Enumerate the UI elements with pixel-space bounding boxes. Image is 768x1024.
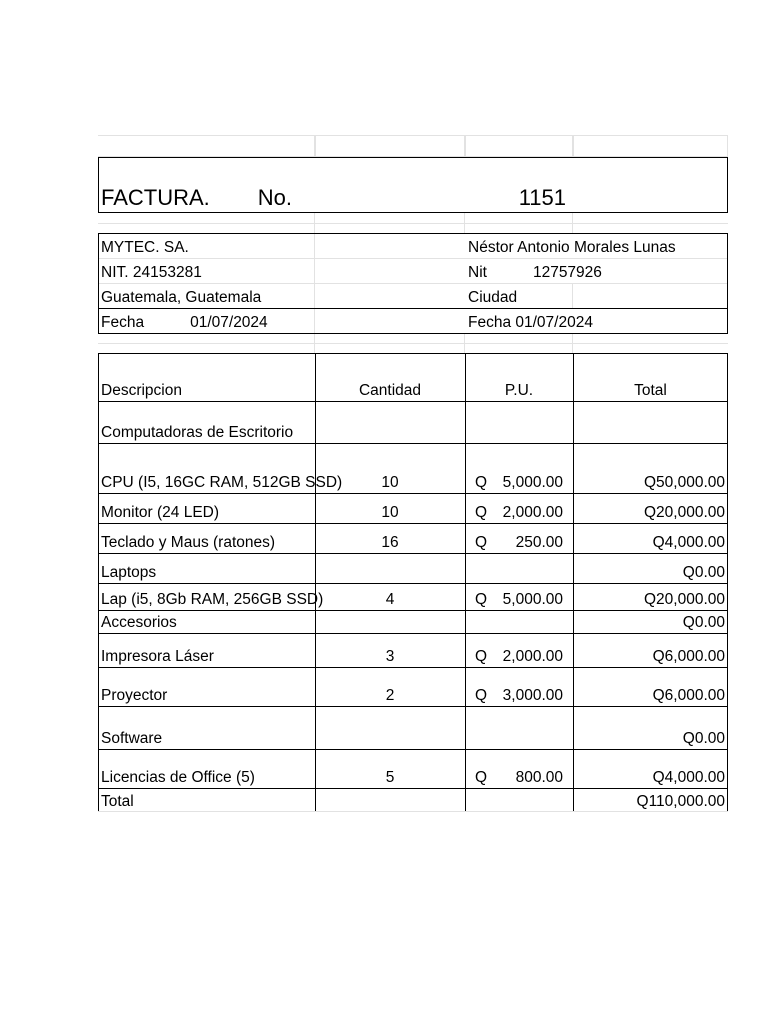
item-description: Computadoras de Escritorio xyxy=(101,423,294,441)
currency-symbol: Q xyxy=(475,768,488,786)
seller-date: 01/07/2024 xyxy=(190,313,268,331)
item-unit-price xyxy=(465,443,573,493)
unit-price-value: 3,000.00 xyxy=(502,686,563,704)
item-total: Q0.00 xyxy=(682,613,725,631)
item-total: Q6,000.00 xyxy=(652,647,725,665)
unit-price-value: 800.00 xyxy=(515,768,563,786)
header-pu: P.U. xyxy=(504,381,534,399)
item-unit-price xyxy=(465,523,573,553)
table-row xyxy=(98,583,728,610)
item-description: Laptops xyxy=(101,563,157,581)
item-description: Accesorios xyxy=(101,613,177,631)
item-description: Licencias de Office (5) xyxy=(101,768,255,786)
buyer-nit-label: Nit xyxy=(468,263,487,281)
party-row xyxy=(98,308,728,333)
item-unit-price xyxy=(465,583,573,610)
table-row xyxy=(98,706,728,749)
item-unit-price xyxy=(465,401,573,443)
item-total: Q0.00 xyxy=(682,563,725,581)
item-unit-price xyxy=(465,610,573,633)
item-quantity: 3 xyxy=(385,647,395,665)
seller-nit: NIT. 24153281 xyxy=(98,258,315,283)
item-description: Lap (i5, 8Gb RAM, 256GB SSD) xyxy=(101,590,324,608)
header-descripcion: Descripcion xyxy=(101,381,182,399)
table-row xyxy=(98,523,728,553)
currency-symbol: Q xyxy=(475,590,488,608)
item-total: Q4,000.00 xyxy=(652,533,725,551)
item-unit-price xyxy=(465,667,573,706)
seller-city: Guatemala, Guatemala xyxy=(98,283,315,308)
table-row xyxy=(98,633,728,667)
seller-date-label: Fecha xyxy=(101,313,145,331)
item-description: CPU (I5, 16GC RAM, 512GB SSD) xyxy=(101,473,343,491)
currency-symbol: Q xyxy=(475,686,488,704)
item-quantity xyxy=(315,553,465,583)
seller-name: MYTEC. SA. xyxy=(98,233,315,258)
item-description: Software xyxy=(101,729,163,747)
item-quantity: 4 xyxy=(385,590,395,608)
party-row xyxy=(98,233,728,258)
item-total: Q50,000.00 xyxy=(643,473,725,491)
item-total xyxy=(573,401,728,443)
buyer-name: Néstor Antonio Morales Lunas xyxy=(468,238,676,256)
item-quantity: 10 xyxy=(381,503,399,521)
invoice-title-row xyxy=(98,157,728,212)
unit-price-value: 2,000.00 xyxy=(502,647,563,665)
unit-price-value: 2,000.00 xyxy=(502,503,563,521)
item-unit-price xyxy=(465,633,573,667)
item-total: Q4,000.00 xyxy=(652,768,725,786)
currency-symbol: Q xyxy=(475,533,488,551)
item-quantity xyxy=(315,706,465,749)
item-unit-price xyxy=(465,706,573,749)
table-row xyxy=(98,493,728,523)
table-row xyxy=(98,610,728,633)
unit-price-value: 250.00 xyxy=(515,533,563,551)
item-total: Q20,000.00 xyxy=(643,503,725,521)
header-cantidad: Cantidad xyxy=(358,381,422,399)
invoice-number-label: No. xyxy=(257,185,293,210)
invoice-number: 1151 xyxy=(518,185,566,210)
item-quantity: 2 xyxy=(385,686,395,704)
grand-total-row xyxy=(98,790,728,812)
item-quantity xyxy=(315,610,465,633)
unit-price-value: 5,000.00 xyxy=(502,473,563,491)
item-total: Q20,000.00 xyxy=(643,590,725,608)
currency-symbol: Q xyxy=(475,473,488,491)
item-total: Q0.00 xyxy=(682,729,725,747)
table-row xyxy=(98,401,728,443)
buyer-nit: 12757926 xyxy=(532,263,602,281)
item-quantity: 5 xyxy=(385,768,395,786)
table-row xyxy=(98,667,728,706)
currency-symbol: Q xyxy=(475,503,488,521)
item-quantity xyxy=(315,401,465,443)
table-row xyxy=(98,749,728,788)
table-row xyxy=(98,553,728,583)
item-unit-price xyxy=(465,493,573,523)
total-label: Total xyxy=(101,792,134,810)
item-quantity: 10 xyxy=(381,473,399,491)
unit-price-value: 5,000.00 xyxy=(502,590,563,608)
header-total: Total xyxy=(634,381,667,399)
buyer-date: Fecha 01/07/2024 xyxy=(468,313,593,331)
item-description: Teclado y Maus (ratones) xyxy=(101,533,276,551)
currency-symbol: Q xyxy=(475,647,488,665)
grand-total: Q110,000.00 xyxy=(636,792,725,810)
item-unit-price xyxy=(465,749,573,788)
item-description: Monitor (24 LED) xyxy=(101,503,220,521)
party-row xyxy=(98,283,728,308)
table-header-row xyxy=(98,353,728,401)
table-row xyxy=(98,443,728,493)
item-total: Q6,000.00 xyxy=(652,686,725,704)
item-unit-price xyxy=(465,553,573,583)
item-quantity: 16 xyxy=(381,533,399,551)
empty-row xyxy=(98,135,728,157)
item-description: Impresora Láser xyxy=(101,647,214,665)
item-description: Proyector xyxy=(101,686,168,704)
invoice-title: FACTURA. xyxy=(101,185,210,210)
buyer-city: Ciudad xyxy=(465,283,573,308)
party-row xyxy=(98,258,728,283)
